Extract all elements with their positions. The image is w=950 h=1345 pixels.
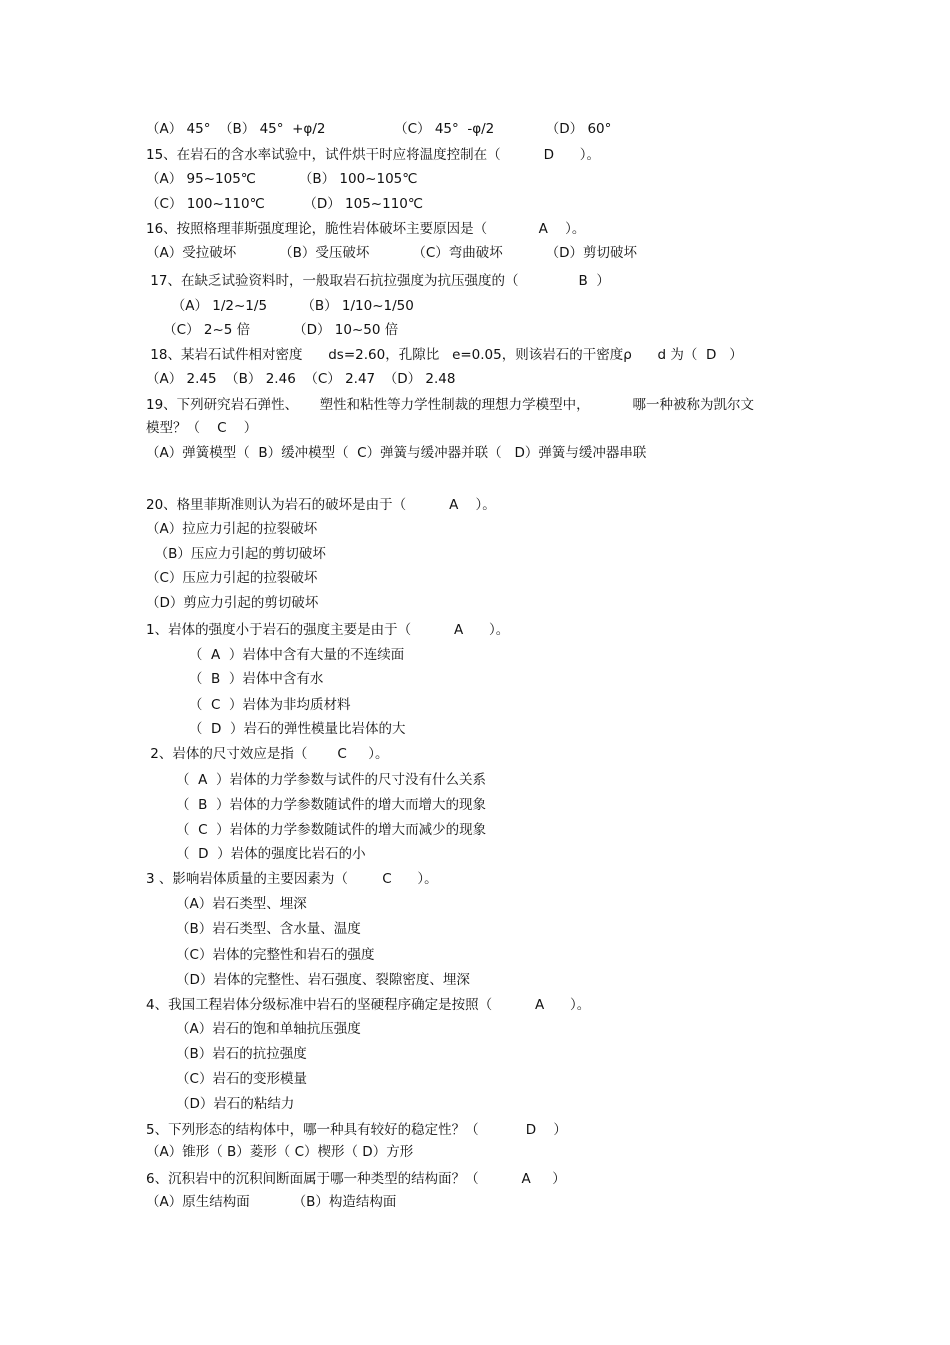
text-line: （ B ）岩体中含有水 — [146, 671, 324, 687]
text-line: （B）岩石的抗拉强度 — [146, 1046, 307, 1062]
text-line: 1、岩体的强度小于岩石的强度主要是由于（ A ）。 — [146, 622, 510, 638]
text-line: （C）岩体的完整性和岩石的强度 — [146, 947, 375, 963]
text-line: 20、格里菲斯准则认为岩石的破坏是由于（ A ）。 — [146, 497, 496, 513]
text-line: （A）拉应力引起的拉裂破坏 — [146, 521, 318, 537]
text-line: 18、某岩石试件相对密度 ds=2.60，孔隙比 e=0.05，则该岩石的干密度ρ d 为（ D ） — [146, 347, 743, 363]
text-line: 17、在缺乏试验资料时，一般取岩石抗拉强度为抗压强度的（ B ） — [146, 273, 610, 289]
text-line: 模型？（ C ） — [146, 420, 258, 436]
text-line: （A） 2.45 （B） 2.46 （C） 2.47 （D） 2.48 — [146, 371, 456, 387]
text-line: （A）弹簧模型（ B）缓冲模型（ C）弹簧与缓冲器并联（ D）弹簧与缓冲器串联 — [146, 445, 647, 461]
text-line: 5、下列形态的结构体中，哪一种具有较好的稳定性？（ D ） — [146, 1122, 567, 1138]
text-line: （A）原生结构面 （B）构造结构面 — [146, 1194, 397, 1210]
text-line: 16、按照格理菲斯强度理论，脆性岩体破坏主要原因是（ A ）。 — [146, 221, 586, 237]
text-line: （ D ）岩体的强度比岩石的小 — [146, 846, 366, 862]
text-line: （A）岩石类型、埋深 — [146, 896, 307, 912]
text-line: （ B ）岩体的力学参数随试件的增大而增大的现象 — [146, 797, 486, 813]
text-line: 15、在岩石的含水率试验中，试件烘干时应将温度控制在（ D ）。 — [146, 147, 600, 163]
text-line: （ C ）岩体为非均质材料 — [146, 697, 351, 713]
text-line: （D）剪应力引起的剪切破坏 — [146, 595, 319, 611]
text-line: （D）岩石的粘结力 — [146, 1096, 295, 1112]
text-line: （ A ）岩体中含有大量的不连续面 — [146, 647, 405, 663]
text-line: （D）岩体的完整性、岩石强度、裂隙密度、埋深 — [146, 972, 470, 988]
text-line: （C） 2~5 倍 （D） 10~50 倍 — [146, 322, 399, 338]
text-line: （B）岩石类型、含水量、温度 — [146, 921, 361, 937]
text-line: （A）岩石的饱和单轴抗压强度 — [146, 1021, 361, 1037]
text-line: （C）岩石的变形模量 — [146, 1071, 307, 1087]
text-line: （A）受拉破坏 （B）受压破坏 （C）弯曲破坏 （D）剪切破坏 — [146, 245, 638, 261]
text-line: 3 、影响岩体质量的主要因素为（ C ）。 — [146, 871, 438, 887]
text-line: （B）压应力引起的剪切破坏 — [146, 546, 326, 562]
text-line: （A） 1/2~1/5 （B） 1/10~1/50 — [146, 298, 414, 314]
text-line: （A） 95~105℃ （B） 100~105℃ — [146, 171, 418, 187]
text-line: （C） 100~110℃ （D） 105~110℃ — [146, 196, 424, 212]
text-line: 6、沉积岩中的沉积间断面属于哪一种类型的结构面？（ A ） — [146, 1171, 566, 1187]
text-line: （ C ）岩体的力学参数随试件的增大而减少的现象 — [146, 822, 487, 838]
text-line: （C）压应力引起的拉裂破坏 — [146, 570, 318, 586]
text-line: （ A ）岩体的力学参数与试件的尺寸没有什么关系 — [146, 772, 486, 788]
text-line: （A）锥形（ B）菱形（ C）楔形（ D）方形 — [146, 1144, 414, 1160]
text-line: （A） 45° （B） 45° +φ/2 （C） 45° -φ/2 （D） 60° — [146, 121, 612, 137]
text-line: （ D ）岩石的弹性模量比岩体的大 — [146, 721, 406, 737]
text-line: 4、我国工程岩体分级标准中岩石的坚硬程序确定是按照（ A ）。 — [146, 997, 591, 1013]
text-line: 2、岩体的尺寸效应是指（ C ）。 — [146, 746, 389, 762]
text-line: 19、下列研究岩石弹性、 塑性和粘性等力学性制裁的理想力学模型中， 哪一种被称为凯尔文 — [146, 397, 755, 413]
